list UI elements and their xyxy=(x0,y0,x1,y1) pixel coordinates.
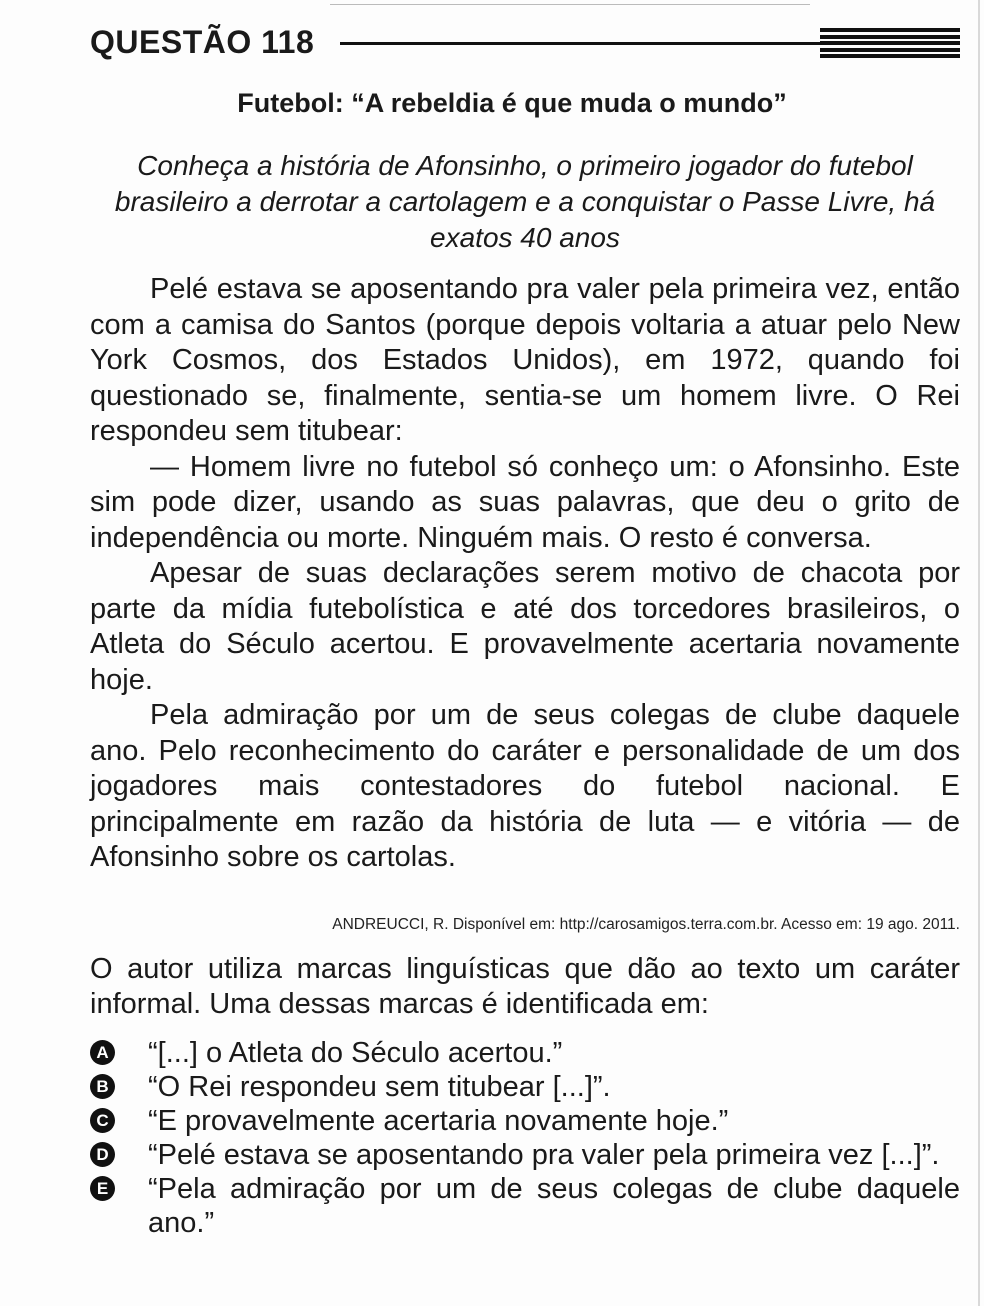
previous-question-fragment xyxy=(330,0,810,5)
article-paragraph: — Homem livre no futebol só conheço um: o Afonsinho. Este sim pode dizer, usando as suas palavras, que deu o grito de independência ou morte. Ninguém mais. O resto é conversa. xyxy=(90,450,960,554)
option-letter-badge: D xyxy=(90,1142,115,1167)
answer-option-e[interactable] xyxy=(90,1172,960,1240)
answer-option-b[interactable] xyxy=(90,1070,960,1104)
question-header xyxy=(90,18,960,64)
header-rule xyxy=(340,42,820,45)
option-text: “Pelé estava se aposentando pra valer pela primeira vez [...]”. xyxy=(148,1139,940,1171)
article-subheadline: Conheça a história de Afonsinho, o primeiro jogador do futebol brasileiro a derrotar a cartolagem e a conquistar o Passe Livre, há exatos 40 anos xyxy=(114,150,936,253)
option-letter-badge: C xyxy=(90,1108,115,1133)
answer-options xyxy=(90,1036,960,1240)
option-letter-badge: A xyxy=(90,1040,115,1065)
question-prompt: O autor utiliza marcas linguísticas que dão ao texto um caráter informal. Uma dessas marcas é identificada em: xyxy=(90,953,960,1020)
article-paragraph: Apesar de suas declarações serem motivo de chacota por parte da mídia futebolística e até dos torcedores brasileiros, o Atleta do Século acertou. E provavelmente acertaria novamente hoje. xyxy=(90,557,960,696)
header-rule-block xyxy=(820,28,960,58)
article-body xyxy=(90,272,960,876)
page-edge xyxy=(978,0,980,1306)
option-letter-badge: B xyxy=(90,1074,115,1099)
article-paragraph: Pelé estava se aposentando pra valer pela primeira vez, então com a camisa do Santos (porque depois voltaria a atuar pelo New York Cosmos, dos Estados Unidos), em 1972, quando foi questionado se, finalmente, sentia-se um homem livre. O Rei respondeu sem titubear: xyxy=(90,273,960,447)
question-number: QUESTÃO 118 xyxy=(90,24,315,60)
option-text: “E provavelmente acertaria novamente hoje.” xyxy=(148,1105,729,1137)
article-source: ANDREUCCI, R. Disponível em: http://carosamigos.terra.com.br. Acesso em: 19 ago. 2011. xyxy=(332,916,960,933)
answer-option-d[interactable] xyxy=(90,1138,960,1172)
answer-option-c[interactable] xyxy=(90,1104,960,1138)
option-letter-badge: E xyxy=(90,1176,115,1201)
option-text: “Pela admiração por um de seus colegas de clube daquele ano.” xyxy=(148,1173,960,1239)
article-headline: Futebol: “A rebeldia é que muda o mundo” xyxy=(237,88,787,118)
option-text: “[...] o Atleta do Século acertou.” xyxy=(148,1037,563,1069)
article-paragraph: Pela admiração por um de seus colegas de clube daquele ano. Pelo reconhecimento do caráter e personalidade de um dos jogadores mais contestadores do futebol nacional. E principalmente em razão da história de luta — e vitória — de Afonsinho sobre os cartolas. xyxy=(90,699,960,873)
answer-option-a[interactable] xyxy=(90,1036,960,1070)
option-text: “O Rei respondeu sem titubear [...]”. xyxy=(148,1071,611,1103)
